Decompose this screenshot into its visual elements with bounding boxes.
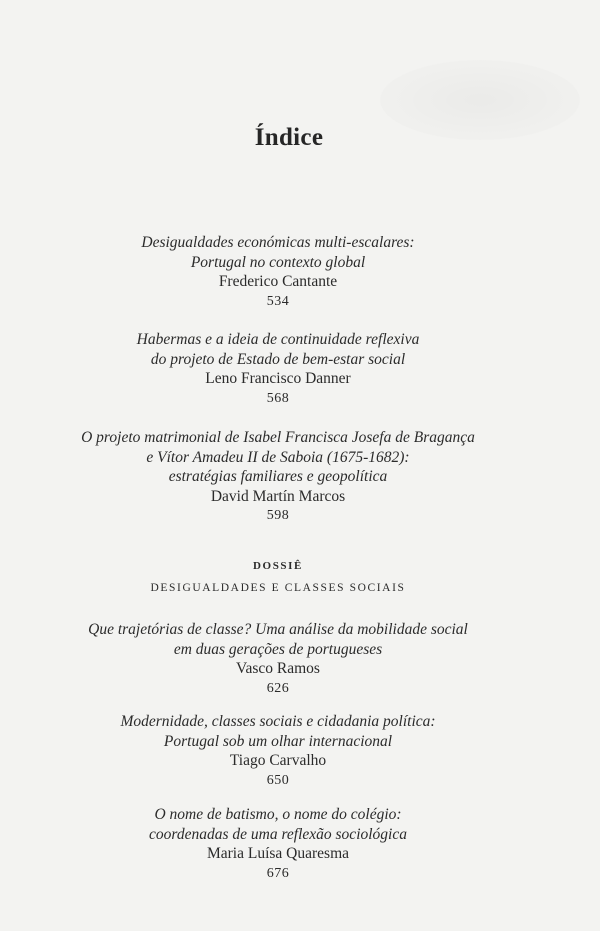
entry-author: Leno Francisco Danner [205, 370, 351, 387]
entry-title-line: em duas gerações de portugueses [173, 640, 383, 658]
entry-page-number: 598 [266, 508, 290, 523]
entry-page-number: 626 [266, 680, 290, 696]
entry-title-line: coordenadas de uma reflexão sociológica [149, 825, 407, 843]
entry-author: Tiago Carvalho [229, 752, 327, 769]
toc-entry [0, 330, 556, 408]
entry-title-line: Habermas e a ideia de continuidade reflexiva [136, 331, 420, 348]
entry-page-number: 676 [266, 865, 290, 881]
entry-title-line: e Vítor Amadeu II de Saboia (1675-1682): [146, 448, 410, 466]
toc-entry [0, 805, 556, 883]
dossie-subtitle: DESIGUALDADES E CLASSES SOCIAIS [150, 582, 406, 594]
entry-title-line: Modernidade, classes sociais e cidadania política: [120, 713, 436, 730]
toc-entry [0, 233, 556, 311]
toc-entry [0, 712, 556, 790]
toc-entry [0, 428, 556, 526]
entry-title-line: Que trajetórias de classe? Uma análise da mobilidade social [88, 621, 468, 638]
page-title: Índice [254, 124, 324, 151]
entry-page-number: 534 [266, 293, 290, 309]
entry-title-line: estratégias familiares e geopolítica [168, 468, 388, 485]
entry-author: Maria Luísa Quaresma [206, 845, 350, 862]
entry-author: Vasco Ramos [236, 660, 320, 677]
entry-page-number: 568 [266, 390, 290, 406]
entry-title-line: O projeto matrimonial de Isabel Francisca Josefa de Bragança [81, 429, 475, 446]
entry-author: David Martín Marcos [210, 487, 346, 505]
entry-title-line: O nome de batismo, o nome do colégio: [154, 806, 402, 823]
entry-title-line: Desigualdades económicas multi-escalares: [141, 234, 415, 251]
entry-title-line: do projeto de Estado de bem-estar social [150, 350, 406, 368]
entry-title-line: Portugal no contexto global [190, 253, 366, 271]
entry-author: Frederico Cantante [218, 273, 338, 290]
entry-title-line: Portugal sob um olhar internacional [163, 732, 393, 750]
dossie-label: DOSSIÊ [253, 560, 303, 572]
toc-entry [0, 620, 556, 698]
entry-page-number: 650 [266, 772, 290, 788]
